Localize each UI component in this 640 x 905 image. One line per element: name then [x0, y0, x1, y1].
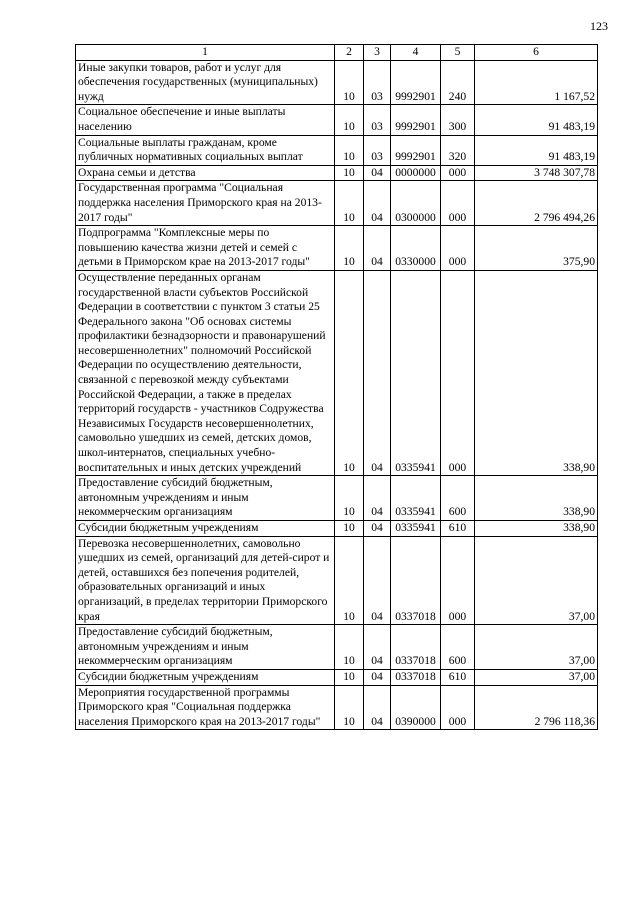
- amount-cell: 37,00: [475, 625, 598, 670]
- row-name-cell: Подпрограмма "Комплексные меры по повышению качества жизни детей и семей с детьми в Приморском крае на 2013-2017 годы": [76, 226, 335, 271]
- expense-type-cell: 600: [441, 476, 475, 521]
- target-article-cell: 0337018: [391, 625, 441, 670]
- subsection-code-cell: 04: [364, 669, 391, 685]
- section-code-cell: 10: [335, 165, 364, 181]
- amount-cell: 1 167,52: [475, 60, 598, 105]
- row-name-cell: Субсидии бюджетным учреждениям: [76, 669, 335, 685]
- section-code-cell: 10: [335, 521, 364, 537]
- section-code-cell: 10: [335, 476, 364, 521]
- expense-type-cell: 610: [441, 669, 475, 685]
- row-name-cell: Предоставление субсидий бюджетным, автономным учреждениям и иным некоммерческим организациям: [76, 476, 335, 521]
- expense-type-cell: 000: [441, 165, 475, 181]
- row-name-cell: Иные закупки товаров, работ и услуг для обеспечения государственных (муниципальных) нужд: [76, 60, 335, 105]
- amount-cell: 37,00: [475, 536, 598, 625]
- target-article-cell: 0335941: [391, 476, 441, 521]
- column-header: 1: [76, 45, 335, 61]
- table-row: [76, 226, 598, 271]
- subsection-code-cell: 04: [364, 685, 391, 730]
- row-name-cell: Охрана семьи и детства: [76, 165, 335, 181]
- amount-cell: 375,90: [475, 226, 598, 271]
- subsection-code-cell: 04: [364, 536, 391, 625]
- row-name-cell: Перевозка несовершеннолетних, самовольно ушедших из семей, организаций для детей-сирот и детей, оставшихся без попечения родителей, образовательных организаций и иных организаций, в пределах территории Приморского края: [76, 536, 335, 625]
- target-article-cell: 9992901: [391, 135, 441, 165]
- table-row: [76, 536, 598, 625]
- subsection-code-cell: 04: [364, 165, 391, 181]
- amount-cell: 338,90: [475, 476, 598, 521]
- subsection-code-cell: 03: [364, 135, 391, 165]
- expense-type-cell: 000: [441, 226, 475, 271]
- column-header: 5: [441, 45, 475, 61]
- target-article-cell: 0335941: [391, 270, 441, 475]
- amount-cell: 338,90: [475, 521, 598, 537]
- table-header-row: [76, 45, 598, 61]
- amount-cell: 2 796 494,26: [475, 181, 598, 226]
- expense-type-cell: 300: [441, 105, 475, 135]
- target-article-cell: 0337018: [391, 669, 441, 685]
- row-name-cell: Государственная программа "Социальная поддержка населения Приморского края на 2013-2017 годы": [76, 181, 335, 226]
- section-code-cell: 10: [335, 60, 364, 105]
- subsection-code-cell: 03: [364, 60, 391, 105]
- budget-table: [75, 44, 598, 730]
- row-name-cell: Предоставление субсидий бюджетным, автономным учреждениям и иным некоммерческим организациям: [76, 625, 335, 670]
- target-article-cell: 9992901: [391, 60, 441, 105]
- table-row: [76, 60, 598, 105]
- table-row: [76, 685, 598, 730]
- subsection-code-cell: 03: [364, 105, 391, 135]
- page-number: 123: [590, 19, 608, 33]
- expense-type-cell: 240: [441, 60, 475, 105]
- expense-type-cell: 000: [441, 270, 475, 475]
- expense-type-cell: 000: [441, 181, 475, 226]
- section-code-cell: 10: [335, 625, 364, 670]
- amount-cell: 91 483,19: [475, 105, 598, 135]
- column-header: 3: [364, 45, 391, 61]
- table-row: [76, 135, 598, 165]
- column-header: 2: [335, 45, 364, 61]
- expense-type-cell: 320: [441, 135, 475, 165]
- amount-cell: 91 483,19: [475, 135, 598, 165]
- table-row: [76, 625, 598, 670]
- expense-type-cell: 610: [441, 521, 475, 537]
- table-row: [76, 181, 598, 226]
- subsection-code-cell: 04: [364, 476, 391, 521]
- target-article-cell: 0335941: [391, 521, 441, 537]
- target-article-cell: 0390000: [391, 685, 441, 730]
- table-row: [76, 270, 598, 475]
- expense-type-cell: 600: [441, 625, 475, 670]
- subsection-code-cell: 04: [364, 625, 391, 670]
- row-name-cell: Субсидии бюджетным учреждениям: [76, 521, 335, 537]
- subsection-code-cell: 04: [364, 521, 391, 537]
- section-code-cell: 10: [335, 105, 364, 135]
- expense-type-cell: 000: [441, 536, 475, 625]
- target-article-cell: 0300000: [391, 181, 441, 226]
- column-header: 6: [475, 45, 598, 61]
- section-code-cell: 10: [335, 270, 364, 475]
- row-name-cell: Социальное обеспечение и иные выплаты населению: [76, 105, 335, 135]
- row-name-cell: Социальные выплаты гражданам, кроме публичных нормативных социальных выплат: [76, 135, 335, 165]
- table-row: [76, 105, 598, 135]
- target-article-cell: 0000000: [391, 165, 441, 181]
- table-row: [76, 669, 598, 685]
- table-row: [76, 165, 598, 181]
- amount-cell: 37,00: [475, 669, 598, 685]
- section-code-cell: 10: [335, 181, 364, 226]
- amount-cell: 338,90: [475, 270, 598, 475]
- subsection-code-cell: 04: [364, 226, 391, 271]
- amount-cell: 3 748 307,78: [475, 165, 598, 181]
- section-code-cell: 10: [335, 226, 364, 271]
- section-code-cell: 10: [335, 135, 364, 165]
- table-row: [76, 476, 598, 521]
- target-article-cell: 9992901: [391, 105, 441, 135]
- expense-type-cell: 000: [441, 685, 475, 730]
- row-name-cell: Осуществление переданных органам государственной власти субъектов Российской Федерации в соответствии с пунктом 3 статьи 25 Федерального закона "Об основах системы профилактики безнадзорности и правонарушений несовершеннолетних" полномочий Российской Федерации по осуществлению деятельности, связанной с перевозкой между субъектами Российской Федерации, а также в пределах территорий государств - участников Содружества Независимых Государств несовершеннолетних, самовольно ушедших из семей, детских домов, школ-интернатов, специальных учебно-воспитательных и иных детских учреждений: [76, 270, 335, 475]
- target-article-cell: 0330000: [391, 226, 441, 271]
- subsection-code-cell: 04: [364, 181, 391, 226]
- column-header: 4: [391, 45, 441, 61]
- row-name-cell: Мероприятия государственной программы Приморского края "Социальная поддержка населения Приморского края на 2013-2017 годы": [76, 685, 335, 730]
- table-row: [76, 521, 598, 537]
- target-article-cell: 0337018: [391, 536, 441, 625]
- subsection-code-cell: 04: [364, 270, 391, 475]
- section-code-cell: 10: [335, 536, 364, 625]
- section-code-cell: 10: [335, 669, 364, 685]
- section-code-cell: 10: [335, 685, 364, 730]
- amount-cell: 2 796 118,36: [475, 685, 598, 730]
